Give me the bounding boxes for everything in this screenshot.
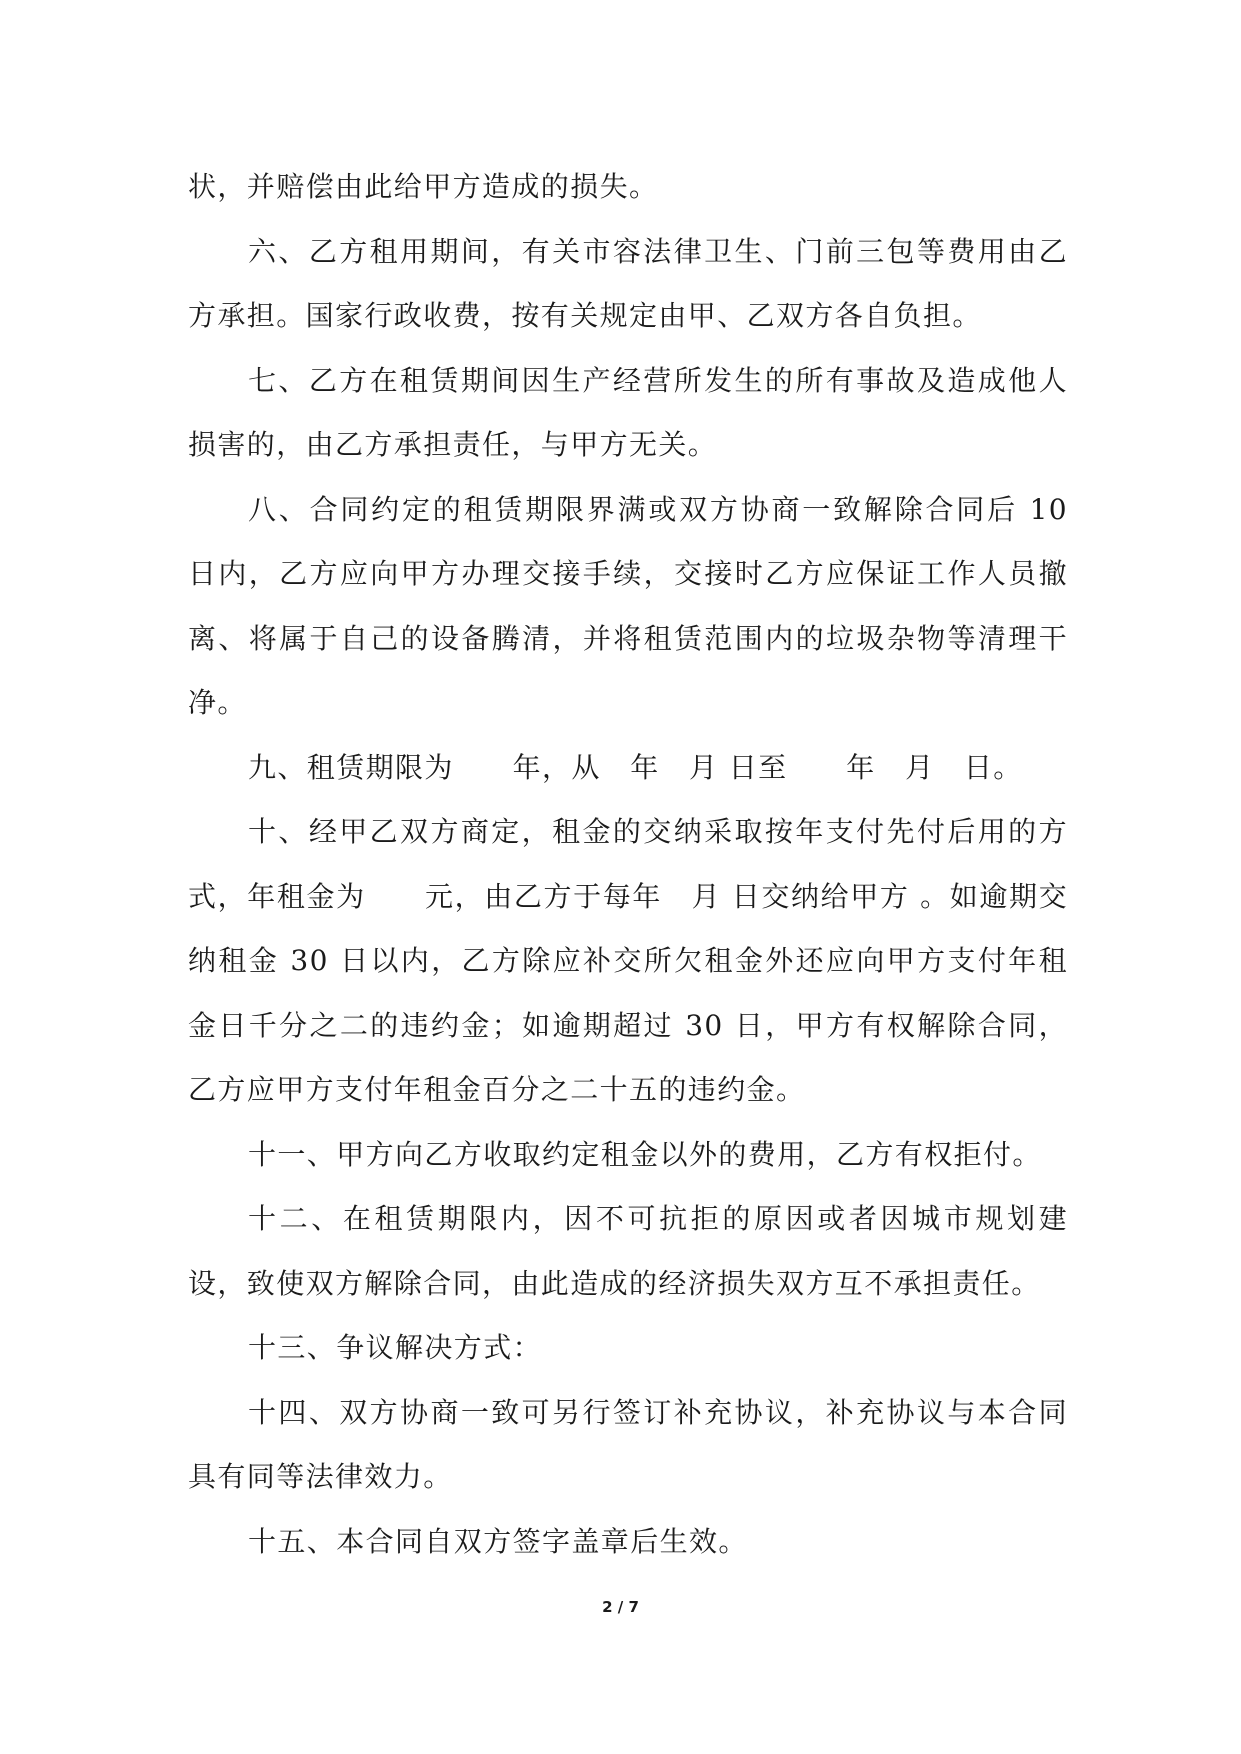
clause-10: 十、经甲乙双方商定，租金的交纳采取按年支付先付后用的方式，年租金为 元，由乙方于每年 月 日交纳给甲方 。如逾期交纳租金 30 日以内，乙方除应补交所欠租金外还应向甲方支付年租金日千分之二的违约金；如逾期超过 30 日，甲方有权解除合同，乙方应甲方支付年租金百分之二十五的违约金。 <box>188 815 1068 1106</box>
paragraph-continuation: 状，并赔偿由此给甲方造成的损失。 <box>188 170 659 203</box>
clause-6: 六、乙方租用期间，有关市容法律卫生、门前三包等费用由乙方承担。国家行政收费，按有关规定由甲、乙双方各自负担。 <box>188 234 1068 332</box>
clause-15: 十五、本合同自双方签字盖章后生效。 <box>248 1524 748 1558</box>
document-body <box>188 155 1068 1574</box>
clause-12: 十二、在租赁期限内，因不可抗拒的原因或者因城市规划建设，致使双方解除合同，由此造成的经济损失双方互不承担责任。 <box>188 1202 1068 1300</box>
page-number: 2 / 7 <box>602 1598 639 1616</box>
clause-14: 十四、双方协商一致可另行签订补充协议，补充协议与本合同具有同等法律效力。 <box>188 1395 1068 1493</box>
clause-9: 九、租赁期限为 年，从 年 月 日至 年 月 日。 <box>248 750 1023 784</box>
clause-13: 十三、争议解决方式： <box>248 1331 543 1364</box>
clause-11: 十一、甲方向乙方收取约定租金以外的费用，乙方有权拒付。 <box>248 1137 1042 1171</box>
clause-7: 七、乙方在租赁期间因生产经营所发生的所有事故及造成他人损害的，由乙方承担责任，与甲方无关。 <box>188 363 1068 461</box>
clause-8: 八、合同约定的租赁期限界满或双方协商一致解除合同后 10 日内，乙方应向甲方办理交接手续，交接时乙方应保证工作人员撤离、将属于自己的设备腾清，并将租赁范围内的垃圾杂物等清理干净。 <box>188 492 1068 719</box>
